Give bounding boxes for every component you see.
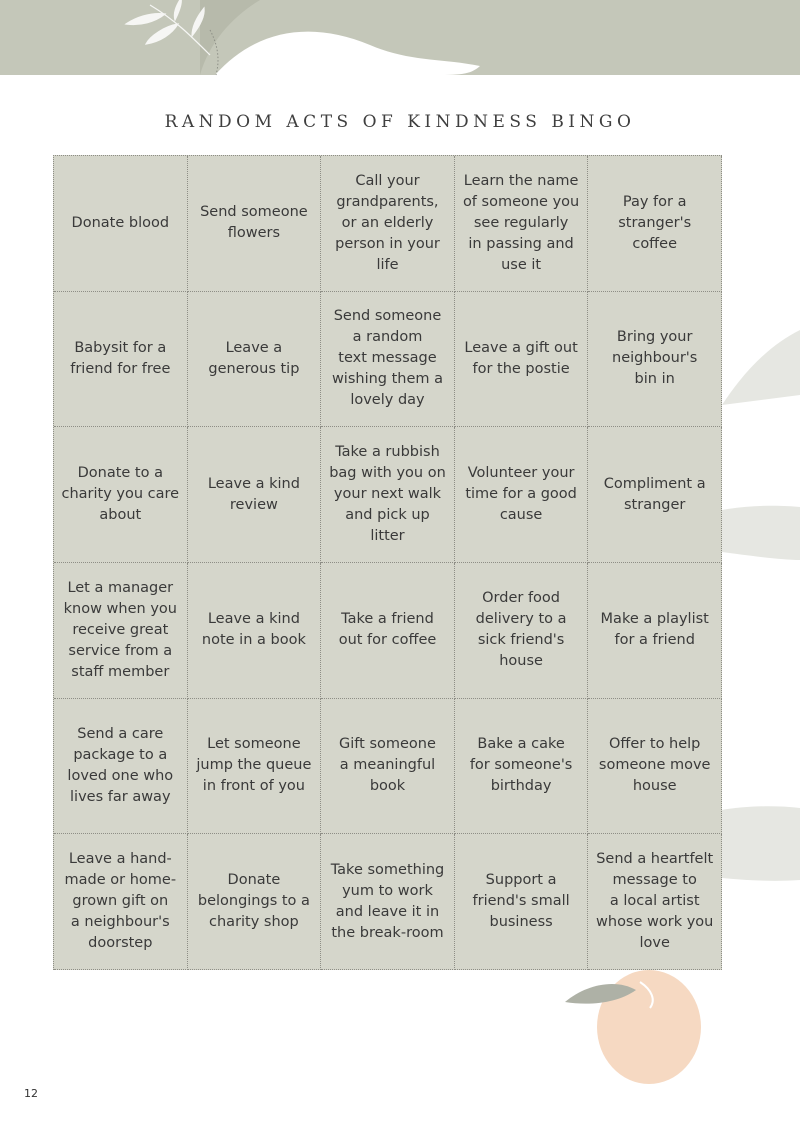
bingo-cell-text: Bring your neighbour's bin in — [612, 329, 698, 388]
bingo-cell — [588, 156, 722, 292]
leaf-sprig-icon — [126, 0, 210, 55]
bingo-cell — [455, 563, 589, 699]
bingo-cell-text: Send a care package to a loved one who lives far away — [67, 725, 174, 805]
bingo-cell — [188, 699, 322, 835]
bingo-grid — [53, 155, 722, 970]
bingo-cell-text: Support a friend's small business — [472, 872, 570, 931]
bingo-cell — [54, 699, 188, 835]
header-wave-shape — [215, 32, 480, 75]
bingo-cell — [188, 834, 322, 970]
bingo-cell-text: Compliment a stranger — [603, 475, 706, 513]
bingo-cell-text: Gift someone a meaningful book — [339, 736, 436, 795]
bingo-cell-text: Offer to help someone move house — [598, 736, 711, 795]
bingo-cell-text: Leave a kind note in a book — [201, 611, 306, 649]
bingo-cell — [54, 156, 188, 292]
bingo-cell-text: Volunteer your time for a good cause — [465, 465, 577, 524]
bingo-cell — [321, 292, 455, 428]
bingo-cell-text: Bake a cake for someone's birthday — [469, 736, 573, 795]
bingo-cell — [588, 699, 722, 835]
bingo-cell-text: Leave a kind review — [207, 475, 300, 513]
bingo-cell — [455, 427, 589, 563]
bingo-cell-text: Donate belongings to a charity shop — [197, 872, 310, 931]
bingo-cell-text: Let someone jump the queue in front of you — [196, 736, 312, 795]
bingo-cell — [188, 563, 322, 699]
bingo-cell — [455, 699, 589, 835]
bingo-cell-text: Take something yum to work and leave it in the break-room — [330, 861, 445, 941]
bingo-cell-text: Take a friend out for coffee — [338, 611, 437, 649]
bingo-cell-text: Take a rubbish bag with you on your next walk and pick up litter — [329, 444, 446, 545]
bingo-cell — [588, 427, 722, 563]
bingo-cell — [321, 563, 455, 699]
right-leaf-shape — [722, 330, 800, 405]
bingo-cell — [188, 427, 322, 563]
bingo-cell — [588, 563, 722, 699]
page-number: 12 — [24, 1087, 38, 1100]
bingo-cell — [54, 292, 188, 428]
bingo-cell-text: Send someone flowers — [200, 204, 308, 242]
bingo-cell-text: Learn the name of someone you see regularly in passing and use it — [462, 172, 580, 273]
bingo-cell-text: Donate blood — [71, 214, 170, 231]
bingo-cell-text: Send a heartfelt message to a local artist whose work you love — [596, 851, 714, 952]
bingo-cell — [54, 834, 188, 970]
right-leaf-shape — [722, 806, 800, 881]
bingo-cell — [54, 563, 188, 699]
bingo-cell — [188, 156, 322, 292]
bingo-cell — [54, 427, 188, 563]
bingo-cell-text: Babysit for a friend for free — [70, 339, 171, 377]
bingo-cell-text: Leave a gift out for the postie — [464, 339, 578, 377]
bingo-cell-text: Leave a hand- made or home- grown gift on a neighbour's doorstep — [64, 851, 177, 952]
bingo-cell — [455, 834, 589, 970]
bingo-cell-text: Pay for a stranger's coffee — [618, 193, 692, 252]
bingo-cell — [588, 292, 722, 428]
bingo-cell — [321, 834, 455, 970]
bingo-cell-text: Make a playlist for a friend — [600, 611, 709, 649]
bingo-cell — [588, 834, 722, 970]
bingo-cell — [455, 156, 589, 292]
bingo-cell-text: Call your grandparents, or an elderly person in your life — [335, 172, 440, 273]
bingo-cell — [455, 292, 589, 428]
bingo-cell — [321, 427, 455, 563]
page-title: RANDOM ACTS OF KINDNESS BINGO — [164, 112, 636, 132]
bingo-cell-text: Leave a generous tip — [208, 339, 300, 377]
bingo-cell — [321, 156, 455, 292]
bingo-cell-text: Send someone a random text message wishing them a lovely day — [331, 308, 444, 409]
bingo-cell-text: Order food delivery to a sick friend's house — [475, 590, 567, 670]
bingo-cell — [188, 292, 322, 428]
bingo-cell-text: Donate to a charity you care about — [61, 465, 180, 524]
bingo-cell-text: Let a manager know when you receive great service from a staff member — [63, 579, 177, 680]
right-leaf-shape — [722, 506, 800, 560]
bingo-cell — [321, 699, 455, 835]
